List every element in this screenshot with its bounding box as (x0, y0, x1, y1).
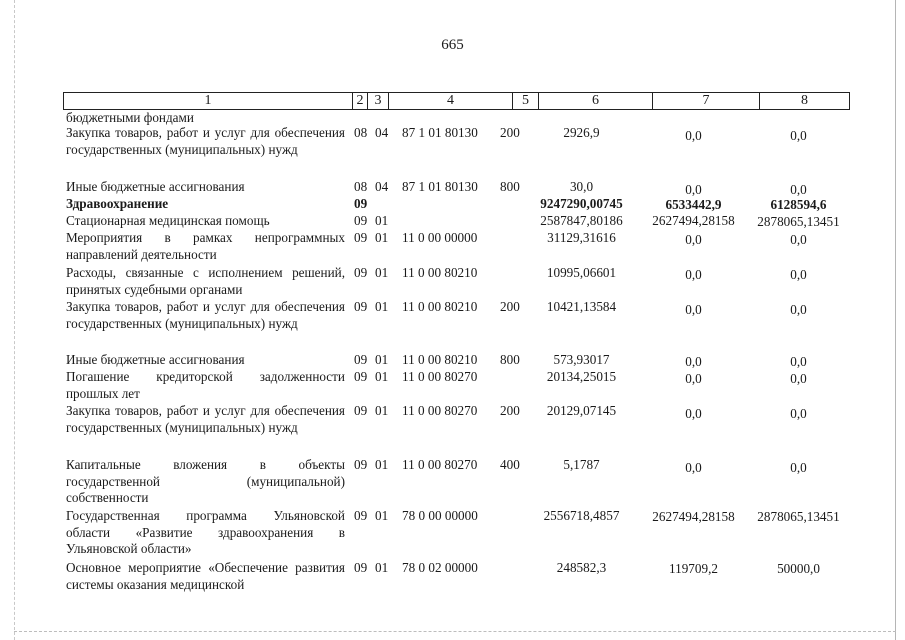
header-col-4: 4 (389, 93, 513, 109)
row-value-col6: 30,0 (569, 179, 594, 194)
header-col-7: 7 (653, 93, 760, 109)
row-name: Расходы, связанные с исполнением решений, принятых судебными органами (66, 265, 345, 297)
row-target-article: 11 0 00 80210 (402, 299, 478, 314)
row-subsection: 01 (375, 560, 389, 575)
row-value-col7: 0,0 (685, 406, 702, 421)
row-section: 09 (354, 369, 368, 384)
row-value-col7: 0,0 (685, 371, 702, 386)
row-name: Погашение кредиторской задолженности прошлых лет (66, 369, 345, 401)
row-section: 09 (354, 213, 368, 228)
row-value-col8: 50000,0 (777, 561, 820, 576)
row-section: 09 (354, 457, 368, 472)
row-target-article: 11 0 00 80210 (402, 352, 478, 367)
row-target-article: 78 0 00 00000 (402, 508, 478, 523)
row-section: 09 (354, 230, 368, 245)
row-expense-type: 200 (500, 125, 520, 140)
table-header (63, 92, 850, 110)
row-name: Здравоохранение (66, 196, 169, 211)
row-value-col6: 31129,31616 (547, 230, 616, 245)
row-value-col6: 2926,9 (563, 125, 600, 140)
scan-left-edge (14, 0, 16, 640)
row-target-article: 78 0 02 00000 (402, 560, 478, 575)
row-expense-type: 200 (500, 403, 520, 418)
row-value-col8: 0,0 (790, 267, 807, 282)
row-subsection: 01 (375, 352, 389, 367)
row-name: Мероприятия в рамках непрограммных направлений деятельности (66, 230, 345, 262)
row-value-col6: 2587847,80186 (540, 213, 623, 228)
row-value-col8: 6128594,6 (770, 197, 827, 212)
row-name: Закупка товаров, работ и услуг для обеспечения государственных (муниципальных) нужд (66, 403, 345, 435)
row-target-article: 11 0 00 80270 (402, 369, 478, 384)
row-value-col6: 248582,3 (556, 560, 607, 575)
row-value-col8: 0,0 (790, 302, 807, 317)
header-col-1: 1 (64, 93, 353, 109)
row-value-col6: 9247290,00745 (540, 196, 623, 211)
row-name: Капитальные вложения в объекты государственной (муниципальной) собственности (66, 457, 345, 505)
scan-right-edge (895, 0, 896, 640)
row-section: 09 (354, 403, 368, 418)
row-name: Закупка товаров, работ и услуг для обеспечения государственных (муниципальных) нужд (66, 125, 345, 157)
row-name: Иные бюджетные ассигнования (66, 179, 245, 194)
header-col-2: 2 (353, 93, 368, 109)
row-section: 09 (354, 196, 368, 211)
row-value-col7: 0,0 (685, 267, 702, 282)
row-value-col8: 0,0 (790, 128, 807, 143)
row-value-col7: 0,0 (685, 460, 702, 475)
row-value-col7: 2627494,28158 (652, 213, 735, 228)
row-section: 08 (354, 125, 368, 140)
row-name: Иные бюджетные ассигнования (66, 352, 245, 367)
header-col-8: 8 (801, 93, 808, 108)
row-value-col6: 10995,06601 (546, 265, 617, 280)
row-expense-type: 400 (500, 457, 520, 472)
row-value-col8: 0,0 (790, 232, 807, 247)
row-expense-type: 800 (500, 179, 520, 194)
row-value-col8: 0,0 (790, 182, 807, 197)
row-name: Стационарная медицинская помощь (66, 213, 270, 228)
row-value-col6: 20134,25015 (546, 369, 617, 384)
row-value-col8: 2878065,13451 (757, 214, 840, 229)
row-section: 09 (354, 265, 368, 280)
row-expense-type: 200 (500, 299, 520, 314)
row-value-col7: 0,0 (685, 232, 702, 247)
row-value-col8: 0,0 (790, 354, 807, 369)
row-subsection: 01 (375, 299, 389, 314)
row-value-col8: 0,0 (790, 460, 807, 475)
row-name: бюджетными фондами (66, 110, 194, 125)
row-target-article: 11 0 00 80270 (402, 457, 478, 472)
header-col-6: 6 (539, 93, 653, 109)
row-value-col6: 10421,13584 (546, 299, 617, 314)
page-number: 665 (441, 37, 464, 53)
row-value-col6: 2556718,4857 (543, 508, 620, 523)
scan-bottom-edge (14, 631, 896, 632)
row-section: 08 (354, 179, 368, 194)
row-target-article: 11 0 00 80210 (402, 265, 478, 280)
row-value-col7: 0,0 (685, 128, 702, 143)
row-value-col8: 0,0 (790, 406, 807, 421)
row-name: Основное мероприятие «Обеспечение развития системы оказания медицинской (66, 560, 345, 592)
row-value-col8: 2878065,13451 (757, 509, 840, 524)
row-subsection: 01 (375, 369, 389, 384)
row-subsection: 04 (375, 179, 389, 194)
row-value-col7: 2627494,28158 (652, 509, 735, 524)
row-section: 09 (354, 299, 368, 314)
row-subsection: 01 (375, 508, 389, 523)
row-name: Государственная программа Ульяновской области «Развитие здравоохранения в Ульяновской области» (66, 508, 345, 556)
row-section: 09 (354, 352, 368, 367)
row-target-article: 11 0 00 80270 (402, 403, 478, 418)
row-section: 09 (354, 508, 368, 523)
row-subsection: 04 (375, 125, 389, 140)
row-section: 09 (354, 560, 368, 575)
row-value-col8: 0,0 (790, 371, 807, 386)
row-value-col6: 573,93017 (553, 352, 610, 367)
row-value-col7: 6533442,9 (665, 197, 722, 212)
row-value-col6: 5,1787 (563, 457, 600, 472)
row-value-col7: 0,0 (685, 354, 702, 369)
row-subsection: 01 (375, 213, 389, 228)
header-col-3: 3 (368, 93, 389, 109)
row-subsection: 01 (375, 265, 389, 280)
row-target-article: 87 1 01 80130 (402, 125, 478, 140)
row-name: Закупка товаров, работ и услуг для обеспечения государственных (муниципальных) нужд (66, 299, 345, 331)
row-value-col7: 0,0 (685, 302, 702, 317)
row-subsection: 01 (375, 457, 389, 472)
row-target-article: 11 0 00 00000 (402, 230, 478, 245)
row-expense-type: 800 (500, 352, 520, 367)
row-subsection: 01 (375, 230, 389, 245)
row-value-col7: 0,0 (685, 182, 702, 197)
row-value-col6: 20129,07145 (546, 403, 617, 418)
header-col-5: 5 (513, 93, 539, 109)
row-subsection: 01 (375, 403, 389, 418)
row-target-article: 87 1 01 80130 (402, 179, 478, 194)
row-value-col7: 119709,2 (669, 561, 718, 576)
